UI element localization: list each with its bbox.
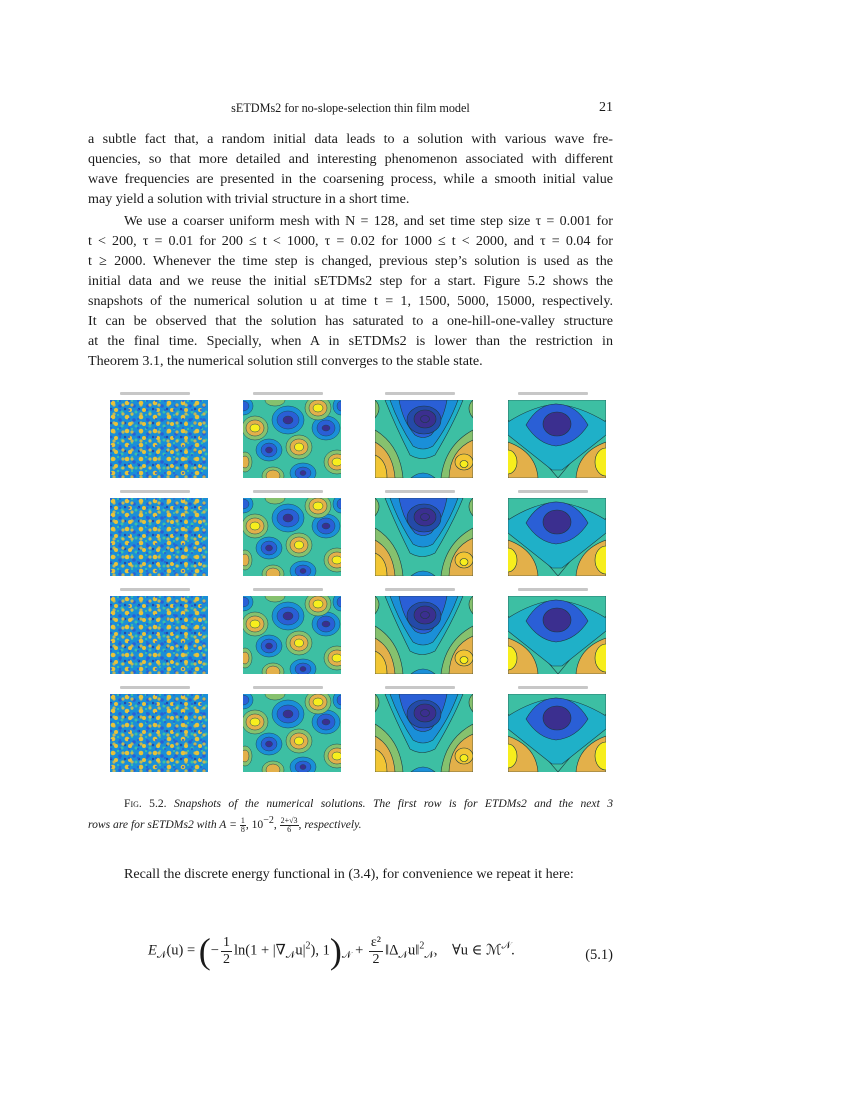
- paragraph-mesh-setup: [88, 211, 613, 371]
- running-title: sETDMs2 for no-slope-selection thin film model: [231, 101, 470, 115]
- text-line: wave frequencies are presented in the coarsening process, while a smooth initial value: [88, 171, 613, 187]
- contour-plot: [375, 400, 473, 478]
- plot-title: [253, 490, 323, 493]
- contour-plot: [243, 498, 341, 576]
- panel-row2-t1: [100, 490, 200, 578]
- contour-plot: [243, 596, 341, 674]
- text-line: at the final time. Specially, when A in sETDMs2 is lower than the restriction in: [88, 333, 613, 349]
- figure-5-2-snapshots: [100, 392, 620, 784]
- contour-plot: [243, 694, 341, 772]
- caption-line-2: rows are for sETDMs2 with A = $\frac{1}{8}$ , $10^{-2}$, $\frac{2+√3}{6}$ , respectively.: [88, 815, 362, 834]
- panel-row1-t5000: [365, 392, 465, 480]
- caption-line-1: Fig. 5.2. Snapshots of the numerical solutions. The first row is for ETDMs2 and the next 3: [124, 797, 613, 810]
- panel-row4-t15000: [498, 686, 598, 774]
- text-line: snapshots of the numerical solution u at time t = 1, 1500, 5000, 15000, respectively.: [88, 293, 613, 309]
- plot-title: [253, 392, 323, 395]
- fraction-half: $\frac{1}{2}$: [222, 934, 230, 967]
- panel-row4-t5000: [365, 686, 465, 774]
- panel-row2-t1500: [233, 490, 333, 578]
- contour-plot: [243, 400, 341, 478]
- plot-title: [385, 588, 455, 591]
- plot-title: [253, 588, 323, 591]
- panel-row3-t1500: [233, 588, 333, 676]
- contour-plot: [508, 694, 606, 772]
- paragraph-coarsening: [88, 129, 613, 209]
- contour-plot: [110, 596, 208, 674]
- text-line: It can be observed that the solution has saturated to a one-hill-one-valley structure: [88, 313, 613, 329]
- panel-row4-t1500: [233, 686, 333, 774]
- panel-row2-t5000: [365, 490, 465, 578]
- plot-title: [518, 490, 588, 493]
- panel-row1-t15000: [498, 392, 598, 480]
- text-line: quencies, so that more detailed and interesting phenomenon associated with different: [88, 151, 613, 167]
- figure-label: Fig. 5.2.: [124, 797, 167, 810]
- contour-plot: [110, 694, 208, 772]
- fraction-one-eighth: $\frac{1}{8}$: [240, 815, 245, 834]
- contour-plot: [508, 498, 606, 576]
- text-line: We use a coarser uniform mesh with N = 128, and set time step size τ = 0.001 for: [124, 213, 613, 229]
- plot-title: [120, 686, 190, 689]
- recall-sentence: Recall the discrete energy functional in (3.4), for convenience we repeat it here:: [124, 866, 574, 882]
- contour-plot: [110, 498, 208, 576]
- fraction-two-plus-root3-over-6: $\frac{2+√3}{6}$: [280, 815, 298, 834]
- plot-title: [518, 686, 588, 689]
- plot-title: [120, 392, 190, 395]
- contour-plot: [508, 400, 606, 478]
- equation-5-1: [88, 925, 613, 985]
- text-line: initial data and we reuse the initial sETDMs2 step for a start. Figure 5.2 shows the: [88, 273, 613, 289]
- figure-caption: [88, 795, 613, 834]
- panel-row2-t15000: [498, 490, 598, 578]
- plot-title: [385, 490, 455, 493]
- contour-plot: [375, 498, 473, 576]
- equation-number: (5.1): [585, 947, 613, 963]
- text-line: a subtle fact that, a random initial data leads to a solution with various wave fre-: [88, 131, 613, 147]
- contour-plot: [375, 596, 473, 674]
- plot-title: [120, 490, 190, 493]
- text-line: t ≥ 2000. Whenever the time step is changed, previous step’s solution is used as the: [88, 253, 613, 269]
- contour-plot: [375, 694, 473, 772]
- contour-plot: [508, 596, 606, 674]
- plot-title: [518, 392, 588, 395]
- text-line: Theorem 3.1, the numerical solution still converges to the stable state.: [88, 353, 483, 369]
- panel-row4-t1: [100, 686, 200, 774]
- running-head: [88, 101, 613, 119]
- equation-body: $E_𝒩(u)$ = (− $\frac{1}{2} \ln(1 + |\nabla_𝒩u|^2)$, $1)_𝒩$ + $\frac{\text{ε²}}{2}$ $‖\Delta_𝒩u‖^2_𝒩$, ∀u ∈ ℳ$^𝒩$.: [148, 931, 515, 971]
- text-line: t < 200, τ = 0.01 for 200 ≤ t < 1000, τ = 0.02 for 1000 ≤ t < 2000, and τ = 0.04 for: [88, 233, 613, 249]
- panel-row1-t1500: [233, 392, 333, 480]
- plot-title: [385, 686, 455, 689]
- plot-title: [253, 686, 323, 689]
- plot-title: [385, 392, 455, 395]
- panel-row3-t15000: [498, 588, 598, 676]
- panel-row3-t1: [100, 588, 200, 676]
- text-line: may yield a solution with trivial structure in a short time.: [88, 191, 410, 207]
- plot-title: [120, 588, 190, 591]
- panel-row1-t1: [100, 392, 200, 480]
- fraction-eps-squared-half: $\frac{\text{ε²}}{2}$: [370, 934, 381, 967]
- plot-title: [518, 588, 588, 591]
- page-number: 21: [599, 100, 613, 115]
- contour-plot: [110, 400, 208, 478]
- panel-row3-t5000: [365, 588, 465, 676]
